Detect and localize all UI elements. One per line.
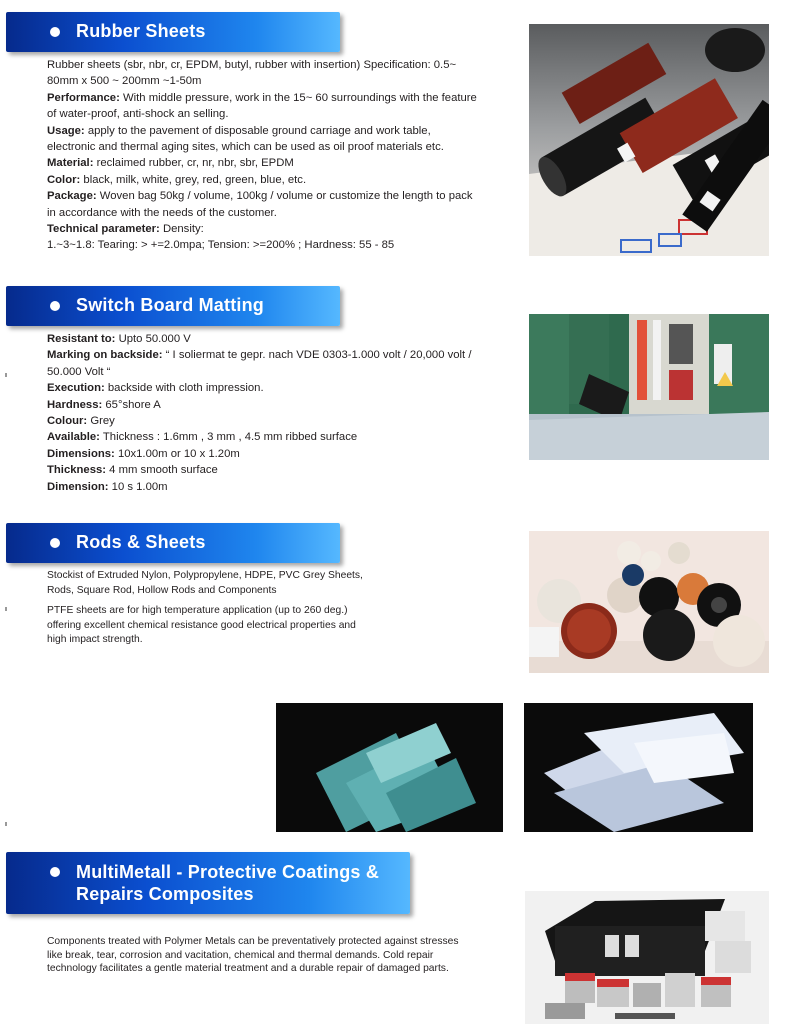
- margin-mark: [5, 607, 7, 611]
- rubber-intro: Rubber sheets (sbr, nbr, cr, EPDM, butyl, rubber with insertion) Specification: 0.5~ 80mm x 500 ~ 200mm ~1-50m: [47, 59, 457, 88]
- rods-para-2: PTFE sheets are for high temperature application (up to 260 deg.) offering excellent chemical resistance good electrical properties and high impact strength.: [47, 605, 356, 645]
- rods-photo: [529, 531, 769, 673]
- switch-available: Available: Thickness : 1.6mm , 3 mm , 4.5 mm ribbed surface: [47, 431, 358, 444]
- rubber-tech-values: 1.~3~1.8: Tearing: > +=2.0mpa; Tension: >=200% ; Hardness: 55 - 85: [47, 239, 395, 252]
- multimetall-para: Components treated with Polymer Metals can be preventatively protected against stresses like break, tear, corrosion and vacitation, chemical and thermal demands. Cold repair technology facilitates a gentle material treatment and a durable repair of damaged parts.: [47, 936, 459, 974]
- rubber-sheets-banner: [6, 12, 340, 52]
- rods-para-1: Stockist of Extruded Nylon, Polypropylene, HDPE, PVC Grey Sheets, Rods, Square Rod, Hollow Rods and Components: [47, 570, 363, 596]
- switch-thickness: Thickness: 4 mm smooth surface: [47, 464, 218, 477]
- section-title-line-2: Repairs Composites: [76, 884, 254, 904]
- section-title: Rods & Sheets: [76, 532, 206, 552]
- switch-resistant: Resistant to: Upto 50.000 V: [47, 333, 191, 345]
- switch-execution: Execution: backside with cloth impression.: [47, 382, 264, 395]
- rubber-rolls-photo: [529, 24, 769, 256]
- bullet-icon: [50, 538, 60, 548]
- rubber-usage: Usage: apply to the pavement of disposable ground carriage and work table, electronic and thermal aging sites, which can be used as oil proof materials etc.: [47, 124, 444, 154]
- rubber-package: Package: Woven bag 50kg / volume, 100kg / volume or customize the length to pack in accordance with the needs of the customer.: [47, 190, 473, 219]
- rubber-tech: Technical parameter: Density:: [47, 223, 204, 236]
- rods-sheets-text: [47, 569, 367, 648]
- switch-dimension: Dimension: 10 s 1.00m: [47, 480, 168, 493]
- section-title: [76, 861, 379, 905]
- margin-mark: [5, 822, 7, 826]
- green-sheets-photo: [276, 703, 503, 832]
- section-title-line-1: MultiMetall - Protective Coatings &: [76, 862, 380, 882]
- rubber-sheets-text: [47, 57, 477, 254]
- rubber-color: Color: black, milk, white, grey, red, green, blue, etc.: [47, 173, 307, 186]
- switch-hardness: Hardness: 65°shore A: [47, 398, 161, 411]
- rubber-material: Material: reclaimed rubber, cr, nr, nbr, sbr, EPDM: [47, 157, 294, 170]
- margin-mark: [5, 373, 7, 377]
- bullet-icon: [50, 301, 60, 311]
- rubber-performance: Performance: With middle pressure, work in the 15~ 60 surroundings with the feature of water-proof, anti-shock an selling.: [47, 91, 477, 121]
- switchboard-photo: [529, 314, 769, 460]
- switch-colour: Colour: Grey: [47, 415, 115, 428]
- section-title: Rubber Sheets: [76, 21, 206, 41]
- multimetall-text: [47, 935, 467, 976]
- multimetall-kit-photo: [525, 891, 769, 1024]
- multimetall-banner: [6, 852, 410, 914]
- white-sheets-photo: [524, 703, 753, 832]
- section-title: Switch Board Matting: [76, 295, 264, 315]
- switch-board-text: [47, 331, 477, 495]
- bullet-icon: [50, 867, 60, 877]
- switch-dimensions: Dimensions: 10x1.00m or 10 x 1.20m: [47, 447, 240, 460]
- bullet-icon: [50, 27, 60, 37]
- switch-board-banner: [6, 286, 340, 326]
- rods-sheets-banner: [6, 523, 340, 563]
- switch-marking: Marking on backside: “ I soliermat te gepr. nach VDE 0303-1.000 volt / 20,000 volt / 50.000 Volt “: [47, 349, 472, 378]
